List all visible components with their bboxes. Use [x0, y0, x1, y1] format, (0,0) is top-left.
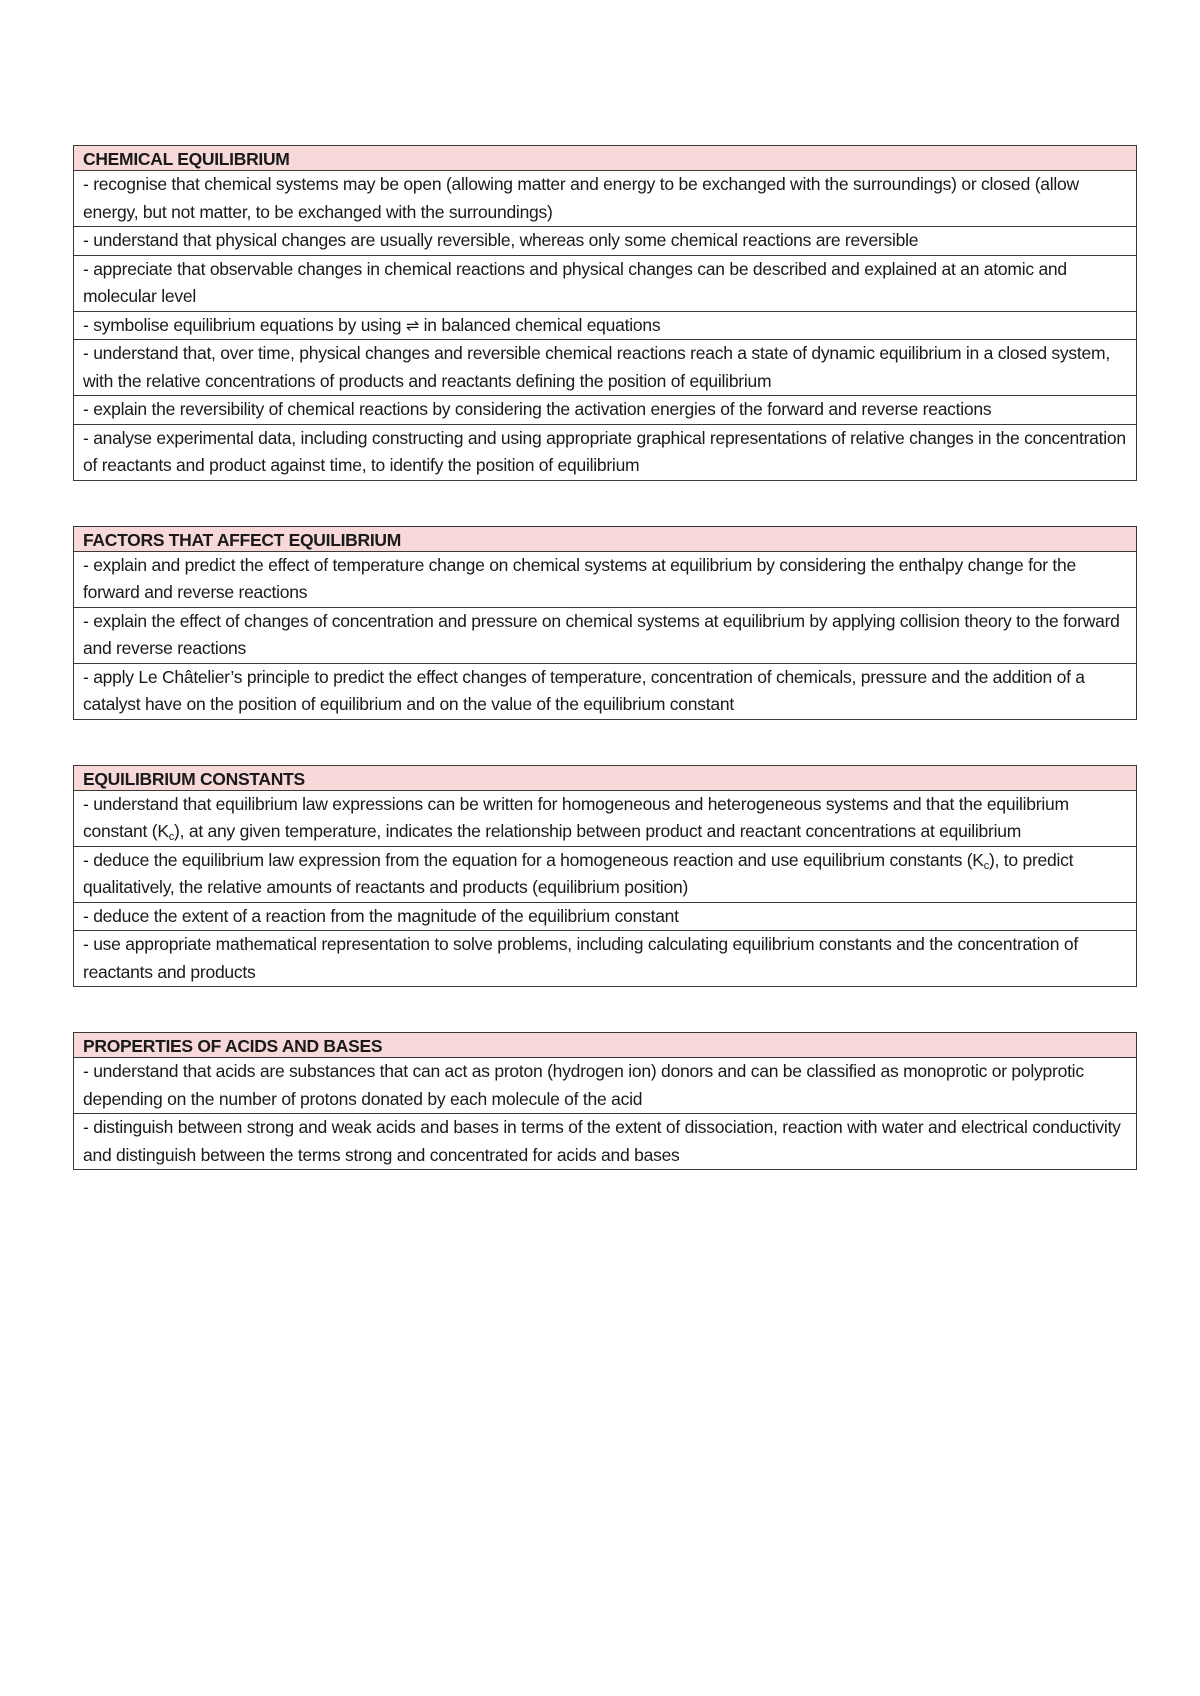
row-text: ), to predict qualitatively, the relative amounts of reactants and products (equilibrium position) — [83, 849, 1074, 897]
table-row: - explain and predict the effect of temperature change on chemical systems at equilibrium by considering the enthalpy change for the forward and reverse reactions — [74, 552, 1136, 608]
table-row: - appreciate that observable changes in chemical reactions and physical changes can be described and explained at an atomic and molecular level — [74, 256, 1136, 312]
row-text: in balanced chemical equations — [419, 314, 661, 335]
table-row: - recognise that chemical systems may be open (allowing matter and energy to be exchanged with the surroundings) or closed (allow energy, but not matter, to be exchanged with the surroundings) — [74, 171, 1136, 227]
syllabus-document — [73, 145, 1137, 1215]
equilibrium-arrow-icon: ⇌ — [405, 315, 420, 335]
table-row — [74, 312, 1136, 341]
subscript: c — [168, 831, 175, 843]
section-title: EQUILIBRIUM CONSTANTS — [74, 766, 1136, 791]
table-row: - understand that, over time, physical changes and reversible chemical reactions reach a state of dynamic equilibrium in a closed system, with the relative concentrations of products and reactants defining the position of equilibrium — [74, 340, 1136, 396]
row-text: - deduce the equilibrium law expression from the equation for a homogeneous reaction and use equilibrium constants (K — [83, 849, 984, 870]
row-text: - symbolise equilibrium equations by using — [83, 314, 406, 335]
section-factors-that-affect-equilibrium — [73, 526, 1137, 720]
section-chemical-equilibrium — [73, 145, 1137, 481]
table-row: - analyse experimental data, including constructing and using appropriate graphical representations of relative changes in the concentration of reactants and product against time, to identify the position of equilibrium — [83, 427, 1126, 475]
table-row: - apply Le Châtelier’s principle to predict the effect changes of temperature, concentration of chemicals, pressure and the addition of a catalyst have on the position of equilibrium and on the value of the equilibrium constant — [83, 666, 1085, 714]
table-row: - understand that acids are substances that can act as proton (hydrogen ion) donors and can be classified as monoprotic or polyprotic depending on the number of protons donated by each molecule of the acid — [74, 1058, 1136, 1114]
section-title: CHEMICAL EQUILIBRIUM — [74, 146, 1136, 171]
section-properties-of-acids-and-bases — [73, 1032, 1137, 1170]
row-text: ), at any given temperature, indicates the relationship between product and reactant concentrations at equilibrium — [174, 821, 1022, 841]
section-title: PROPERTIES OF ACIDS AND BASES — [74, 1033, 1136, 1058]
section-title: FACTORS THAT AFFECT EQUILIBRIUM — [74, 527, 1136, 552]
table-row: - deduce the extent of a reaction from the magnitude of the equilibrium constant — [74, 903, 1136, 932]
table-row: - distinguish between strong and weak acids and bases in terms of the extent of dissociation, reaction with water and electrical conductivity and distinguish between the terms strong and concentrated for acids and bases — [83, 1117, 1121, 1165]
table-row: - use appropriate mathematical representation to solve problems, including calculating equilibrium constants and the concentration of reactants and products — [83, 934, 1078, 982]
table-row: - understand that physical changes are usually reversible, whereas only some chemical reactions are reversible — [74, 227, 1136, 256]
table-row: - explain the reversibility of chemical reactions by considering the activation energies of the forward and reverse reactions — [74, 396, 1136, 425]
section-equilibrium-constants — [73, 765, 1137, 988]
table-row — [74, 791, 1136, 847]
subscript: c — [983, 859, 989, 872]
row-text: - understand that equilibrium law expressions can be written for homogeneous and heterogeneous systems and that the equilibrium constant (K — [83, 793, 1069, 841]
table-row: - explain the effect of changes of concentration and pressure on chemical systems at equilibrium by applying collision theory to the forward and reverse reactions — [74, 608, 1136, 664]
table-row — [74, 847, 1136, 903]
